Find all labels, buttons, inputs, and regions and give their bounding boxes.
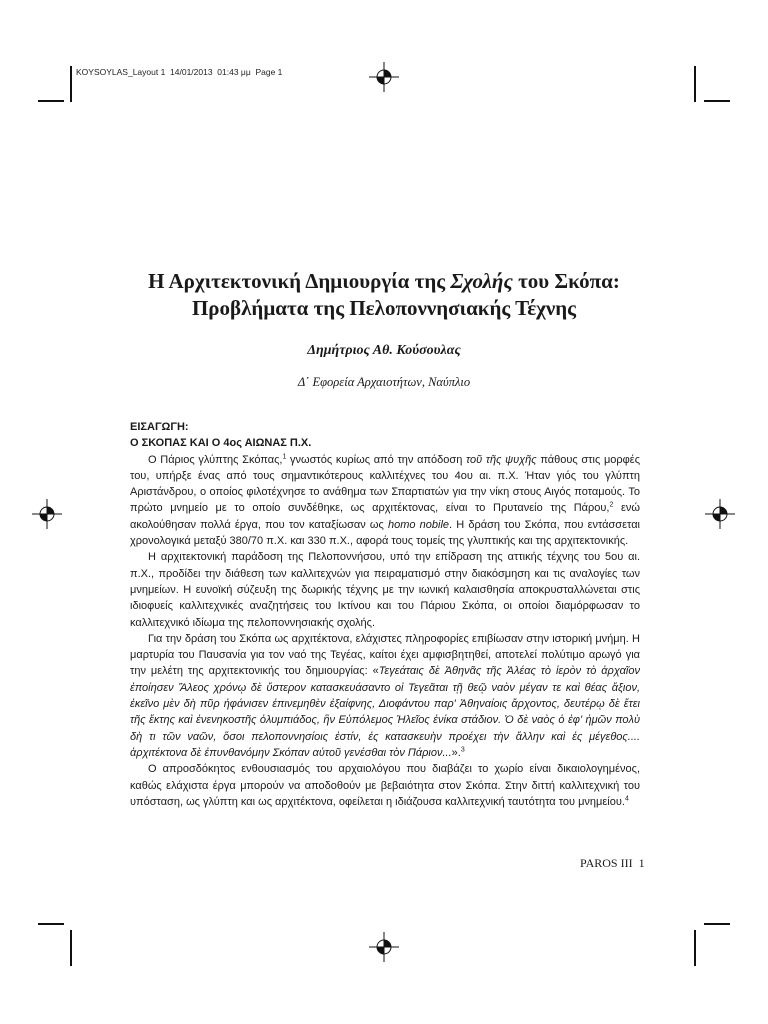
registration-mark-icon [369,932,399,962]
section-heading: ΕΙΣΑΓΩΓΗ: [130,421,189,433]
paragraph-italic: τοῦ τῆς ψυχῆς [466,453,537,466]
author-name: Δημήτριος Αθ. Κούσουλας [307,343,461,358]
paragraph [130,631,640,761]
article-title [0,268,768,322]
paragraph-text: Ο Πάριος γλύπτης Σκόπας, [148,453,283,466]
crop-mark [70,66,72,102]
paragraph: Η αρχιτεκτονική παράδοση της Πελοποννήσου, υπό την επίδραση της αττικής τέχνης του 5ου αι. π.Χ., προδίδει την διάθεση των καλλιτεχνών για πειραματισμό στην διακόσμηση και τις αναλογίες των μνημείων. Η ευνοϊκή σύζευξη της δωρικής τέχνης με την ιωνική καλαισθησία αποκρυσταλλώνεται στις ιδιοφυείς καλλιτεχνικές αναζητήσεις του Ικτίνου και του Πάριου Σκόπα, οι οποίοι διαμόρφωσαν το καλλιτεχνικό ιδίωμα της πελοποννησιακής σχολής. [130,551,640,629]
crop-mark [694,930,696,966]
title-part: του Σκόπα: [512,269,620,293]
title-line-1 [0,268,768,295]
registration-mark-icon [32,499,62,529]
paragraph [130,452,640,550]
paragraph-text: ενώ ακολούθησαν πολλά έργα, που τον καταξίωσαν ως [130,502,640,531]
section-subheading: Ο ΣΚΟΠΑΣ ΚΑΙ Ο 4ος ΑΙΩΝΑΣ Π.Χ. [130,437,312,450]
paragraph-text: πάθους στις μορφές του, υπήρξε ένας από τους σημαντικότερους καλλιτέχνες του 4ου αι. π.Χ. Ήταν γιός του γλύπτη Αριστάνδρου, ο οποίος φιλοτέχνησε το ανάθημα των Σπαρτιατών για την νίκη στους Αιγός ποταμούς. Το πρώτο μνημείο με το οποίο συνδέθηκε, ως αρχιτέκτονας, είναι το Πρυτανείο της Πάρου, [130,453,640,515]
author-affiliation: Δ΄ Εφορεία Αρχαιοτήτων, Ναύπλιο [297,375,471,389]
crop-mark [70,930,72,966]
journal-name: PAROS III [580,856,633,870]
crop-mark [38,100,64,102]
page-number: 1 [638,856,645,870]
article-body [130,419,640,810]
registration-mark-icon [705,499,735,529]
footnote-ref: 2 [609,501,614,509]
paragraph [130,761,640,810]
title-line-2: Προβλήματα της Πελοποννησιακής Τέχνης [191,296,577,320]
paragraph-text: γνωστός κυρίως από την απόδοση [286,453,467,466]
registration-mark-icon [369,62,399,92]
crop-mark [38,923,64,925]
title-part: Η Αρχιτεκτονική Δημιουργία της [148,269,451,293]
crop-mark [704,100,730,102]
title-italic-part: Σχολής [450,269,513,293]
crop-mark [704,923,730,925]
footnote-ref: 4 [624,795,629,803]
paragraph-text: ». [451,746,461,759]
footnote-ref: 1 [282,452,287,460]
paragraph-text: Ο απροσδόκητος ενθουσιασμός του αρχαιολόγου που διαβάζει το χωρίο είναι δικαιολογημένος, καθώς ελάχιστα έργα μπορούν να αποδοθούν με βεβαιότητα στον Σκόπα. Στην διττή καλλιτεχνική του υπόσταση, ως γλύπτη και ως αρχιτέκτονα, οφείλεται η ιδιάζουσα καλλιτεχνική ταυτότητα του μνημείου. [130,763,640,808]
ancient-quote: Τεγεάταις δὲ Ἀθηνᾶς τῆς Ἀλέας τὸ ἱερὸν τὸ ἀρχαῖον ἐποίησεν Ἄλεος χρόνῳ δὲ ὕστερον κατασκευάσαντο οἱ Τεγεᾶται τῇ θεῷ ναὸν μέγαν τε καὶ θέας ἄξιον, ἐκεῖνο μὲν δὴ πῦρ ἠφάνισεν ἐπινεμηθὲν ἐξαίφνης, Διοφάντου παρ' Ἀθηναίοις ἄρχοντος, δευτέρῳ δὲ ἔτει τῆς ἕκτης καὶ ἐνενηκοστῆς ὀλυμπιάδος, ἣν Εὐπόλεμος Ἠλεῖος ἐνίκα στάδιον. Ὁ δὲ ναὸς ὁ ἐφ' ἡμῶν πολὺ δὴ τι τῶν ναῶν, ὅσοι πελοποννησίοις ἐστίν, ἐς κατασκευὴν προέχει τὴν ἄλλην καὶ ἐς μέγεθος.... ἀρχιτέκτονα δὲ ἐπυνθανόμην Σκόπαν αὐτοῦ γενέσθαι τὸν Πάριον... [130,665,640,759]
footnote-ref: 3 [460,746,465,754]
paragraph-text: Για την δράση του Σκόπα ως αρχιτέκτονα, ελάχιστες πληροφορίες επιβίωσαν στην ιστορική μνήμη. Η μαρτυρία του Παυσανία για τον ναό της Τεγέας, καίτοι έχει αμφισβητηθεί, αποτελεί πολύτιμο αρωγό για την μελέτη της αρχιτεκτονικής του δημιουργίας: « [130,632,640,678]
paragraph-italic: homo nobile [387,518,450,531]
paragraph-text: . Η δράση του Σκόπα, που εντάσσεται χρονολογικά μεταξύ 380/70 π.Χ. και 330 π.Χ., αφορά τους τομείς της γλυπτικής και της αρχιτεκτονικής. [130,518,640,548]
page-footer [580,856,645,871]
slug-line: KOYSOYLAS_Layout 1 14/01/2013 01:43 μμ Page 1 [76,67,283,77]
crop-mark [694,66,696,102]
